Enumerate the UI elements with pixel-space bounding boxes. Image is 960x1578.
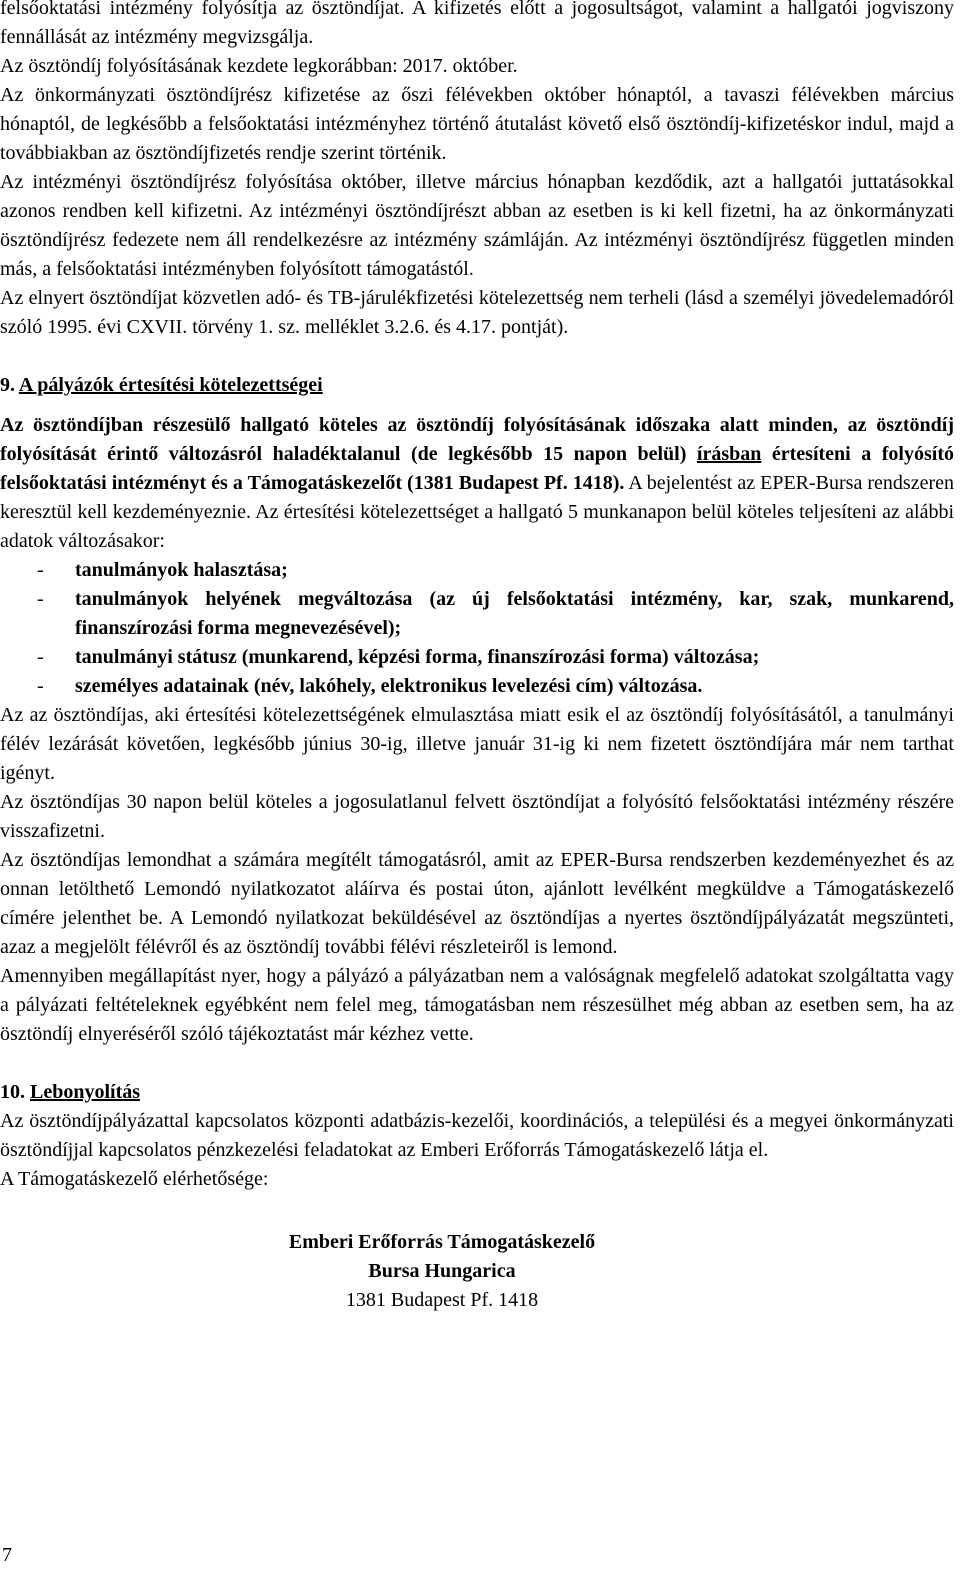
list-item-text: személyes adatainak (név, lakóhely, elektronikus levelezési cím) változása.	[75, 675, 703, 697]
page-number: 7	[2, 1544, 12, 1566]
address-program: Bursa Hungarica	[368, 1260, 516, 1282]
address-postal: 1381 Budapest Pf. 1418	[345, 1289, 539, 1311]
list-marker: -	[37, 559, 44, 581]
contact-address	[0, 1228, 884, 1315]
spacer	[0, 1194, 954, 1228]
spacer	[0, 400, 954, 411]
list-item	[0, 672, 954, 701]
section-9-underlined-text: írásban	[696, 443, 762, 465]
list-item	[0, 556, 954, 585]
section-9-bold-text-a: Az ösztöndíjban részesülő hallgató köteles az ösztöndíj folyósításának időszaka alatt minden, az ösztöndíj folyósítását érintő változásról haladéktalanul (de legkésőbb 15 napon belül)	[0, 414, 954, 465]
section-10-paragraph-1: Az ösztöndíjpályázattal kapcsolatos központi adatbázis-kezelői, koordinációs, a települési és a megyei önkormányzati ösztöndíjjal kapcsolatos pénzkezelési feladatokat az Emberi Erőforrás Támogatáskezelő látja el.	[0, 1110, 954, 1161]
section-9-number: 9.	[0, 374, 15, 396]
list-item	[0, 585, 954, 643]
list-marker: -	[37, 646, 44, 668]
section-9-normal-text: A bejelentést az EPER-Bursa rendszeren keresztül kell kezdeményeznie. Az értesítési kötelezettséget a hallgató 5 munkanapon belül köteles teljesíteni az alábbi adatok változásakor:	[0, 472, 954, 552]
section-10-heading	[0, 1078, 954, 1107]
section-9-paragraph-5: Amennyiben megállapítást nyer, hogy a pályázó a pályázatban nem a valóságnak megfelelő adatokat szolgáltatta vagy a pályázati feltételeknek egyébként nem felel meg, támogatásban nem részesülhet még abban az esetben sem, ha az ösztöndíj elnyeréséről szóló tájékoztatást már kézhez vette.	[0, 965, 954, 1045]
intro-paragraph-5: Az elnyert ösztöndíjat közvetlen adó- és TB-járulékfizetési kötelezettség nem terheli (lásd a személyi jövedelemadóról szóló 1995. évi CXVII. törvény 1. sz. melléklet 3.2.6. és 4.17. pontját).	[0, 287, 954, 338]
section-9-paragraph-4: Az ösztöndíjas lemondhat a számára megítélt támogatásról, amit az EPER-Bursa rendszerben kezdeményezhet és az onnan letölthető Lemondó nyilatkozatot aláírva és postai úton, ajánlott levélként megküldve a Támogatáskezelő címére jelenthet be. A Lemondó nyilatkozat beküldésével az ösztöndíjas a nyertes ösztöndíjpályázatát megszünteti, azaz a megjelölt félévről és az ösztöndíj további félévi részleteiről is lemond.	[0, 849, 954, 958]
intro-paragraph-4: Az intézményi ösztöndíjrész folyósítása október, illetve március hónapban kezdődik, azt a hallgatói juttatásokkal azonos rendben kell kifizetni. Az intézményi ösztöndíjrészt abban az esetben is ki kell fizetni, ha az önkormányzati ösztöndíjrész fedezete nem áll rendelkezésre az intézmény számláján. Az intézményi ösztöndíjrész független minden más, a felsőoktatási intézményben folyósított támogatástól.	[0, 171, 954, 280]
intro-paragraph-3: Az önkormányzati ösztöndíjrész kifizetése az őszi félévekben október hónaptól, a tavaszi félévekben március hónaptól, de legkésőbb a felsőoktatási intézményhez történő átutalást követő első ösztöndíj-kifizetéskor indul, majd a továbbiakban az ösztöndíjfizetés rendje szerint történik.	[0, 84, 954, 164]
section-9-paragraph-3: Az ösztöndíjas 30 napon belül köteles a jogosulatlanul felvett ösztöndíjat a folyósító felsőoktatási intézmény részére visszafizetni.	[0, 791, 954, 842]
section-10-number: 10.	[0, 1081, 25, 1103]
list-item-text: tanulmányok halasztása;	[75, 559, 288, 581]
section-9-heading	[0, 371, 954, 400]
list-item	[0, 643, 954, 672]
section-10-paragraph-2: A Támogatáskezelő elérhetősége:	[0, 1168, 269, 1190]
section-9-paragraph-2: Az az ösztöndíjas, aki értesítési kötelezettségének elmulasztása miatt esik el az ösztöndíj folyósításától, a tanulmányi félév lezárását követően, legkésőbb június 30-ig, illetve január 31-ig ki nem fizetett ösztöndíjára már nem tarthat igényt.	[0, 704, 954, 784]
list-marker: -	[37, 675, 44, 697]
section-10-title: Lebonyolítás	[30, 1081, 141, 1103]
spacer	[0, 1049, 954, 1078]
address-organization: Emberi Erőforrás Támogatáskezelő	[288, 1231, 596, 1253]
notification-list	[0, 556, 954, 701]
list-marker: -	[37, 588, 44, 610]
intro-paragraph-1: felsőoktatási intézmény folyósítja az ösztöndíjat. A kifizetés előtt a jogosultságot, valamint a hallgatói jogviszony fennállását az intézmény megvizsgálja.	[0, 0, 954, 48]
section-9-title: A pályázók értesítési kötelezettségei	[18, 374, 323, 396]
list-item-text: tanulmányi státusz (munkarend, képzési forma, finanszírozási forma) változása;	[75, 646, 760, 668]
intro-paragraph-2: Az ösztöndíj folyósításának kezdete legkorábban: 2017. október.	[0, 55, 518, 77]
spacer	[0, 342, 954, 371]
section-9-paragraph-1	[0, 411, 954, 556]
list-item-text: tanulmányok helyének megváltozása (az új felsőoktatási intézmény, kar, szak, munkarend, finanszírozási forma megnevezésével);	[75, 588, 954, 639]
section-9-bold-text-b: értesíteni a folyósító felsőoktatási intézményt és a Támogatáskezelőt (1381 Budapest Pf. 1418).	[0, 443, 954, 494]
